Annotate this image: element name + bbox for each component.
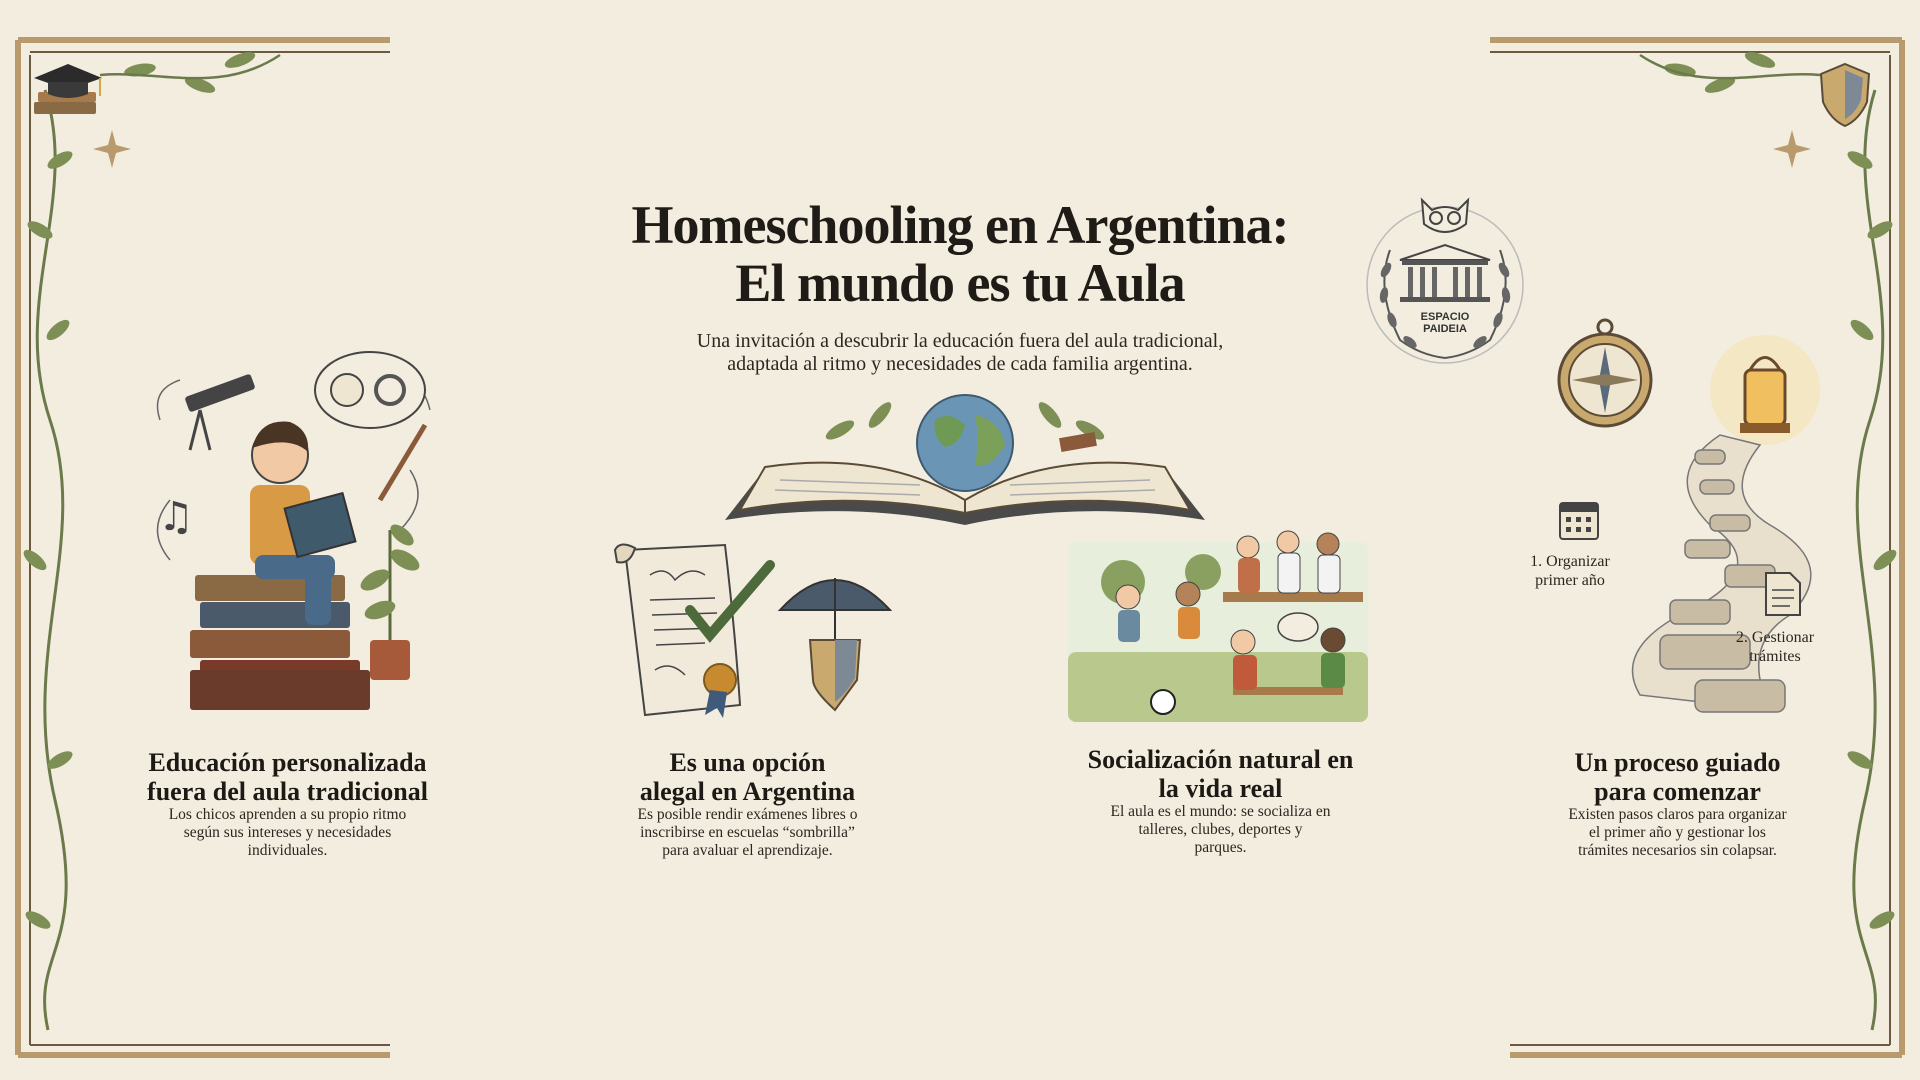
step-1-label <box>1500 552 1640 590</box>
feature-title <box>1500 748 1855 806</box>
page-subtitle <box>600 330 1320 376</box>
feature-legal-option <box>570 748 925 860</box>
feature-description-line: parques. <box>1194 839 1247 856</box>
feature-title-line: Educación personalizada <box>148 748 427 777</box>
feature-title <box>110 748 465 806</box>
feature-description-line: talleres, clubes, deportes y <box>1138 821 1303 838</box>
feature-description-line: para avaluar el aprendizaje. <box>662 842 833 859</box>
feature-title-line: alegal en Argentina <box>639 777 856 806</box>
feature-title <box>570 748 925 806</box>
feature-description-line: El aula es el mundo: se socializa en <box>1110 803 1331 820</box>
feature-description-line: según sus intereses y necesidades <box>183 824 392 841</box>
feature-title-line: Es una opción <box>669 748 826 777</box>
logo-text-line-2: PAIDEIA <box>1423 323 1467 335</box>
feature-title-line: para comenzar <box>1594 777 1761 806</box>
feature-description-line: trámites necesarios sin colapsar. <box>1578 842 1777 859</box>
feature-description <box>110 806 465 860</box>
feature-description-line: Los chicos aprenden a su propio ritmo <box>168 806 407 823</box>
feature-description-line: Es posible rendir exámenes libres o <box>637 806 858 823</box>
feature-description <box>1043 803 1398 857</box>
calendar-icon <box>1560 503 1598 539</box>
feature-title-line: Socialización natural en <box>1087 745 1354 774</box>
feature-description <box>1500 806 1855 860</box>
feature-title-line: la vida real <box>1158 774 1283 803</box>
feature-description-line: individuales. <box>247 842 328 859</box>
feature-description-line: el primer año y gestionar los <box>1589 824 1766 841</box>
subtitle-line-1: Una invitación a descubrir la educación fuera del aula tradicional, <box>696 330 1224 352</box>
feature-personalized-education <box>110 748 465 860</box>
feature-title-line: Un proceso guiado <box>1574 748 1781 777</box>
feature-guided-process <box>1500 748 1855 860</box>
feature-description-line: inscribirse en escuelas “sombrilla” <box>640 824 855 841</box>
feature-title <box>1043 745 1398 803</box>
graduation-cap-icon <box>30 60 110 130</box>
step-2-line-1: 2. Gestionar <box>1735 629 1815 646</box>
step-2-line-2: trámites <box>1749 648 1801 665</box>
feature-description-line: Existen pasos claros para organizar <box>1568 806 1787 823</box>
document-icon <box>1766 573 1800 615</box>
logo-text-line-1: ESPACIO <box>1420 311 1470 323</box>
title-line-1: Homeschooling en Argentina: <box>631 195 1289 255</box>
feature-description <box>570 806 925 860</box>
feature-socialization <box>1043 745 1398 857</box>
feature-title-line: fuera del aula tradicional <box>147 777 428 806</box>
step-1-line-2: primer año <box>1535 572 1605 589</box>
title-line-2: El mundo es tu Aula <box>735 253 1185 313</box>
step-2-label <box>1705 628 1845 666</box>
open-book-globe-illustration <box>720 385 1210 530</box>
step-1-line-1: 1. Organizar <box>1530 553 1610 570</box>
diploma-umbrella-illustration <box>605 540 895 720</box>
page-title <box>500 196 1420 312</box>
subtitle-line-2: adaptada al ritmo y necesidades de cada familia argentina. <box>727 353 1193 375</box>
shield-icon <box>1815 60 1875 130</box>
espacio-paideia-logo <box>1360 190 1530 365</box>
boy-reading-illustration <box>140 330 440 725</box>
kids-socializing-illustration <box>1063 522 1373 727</box>
svg-text:♫: ♫ <box>158 494 194 540</box>
